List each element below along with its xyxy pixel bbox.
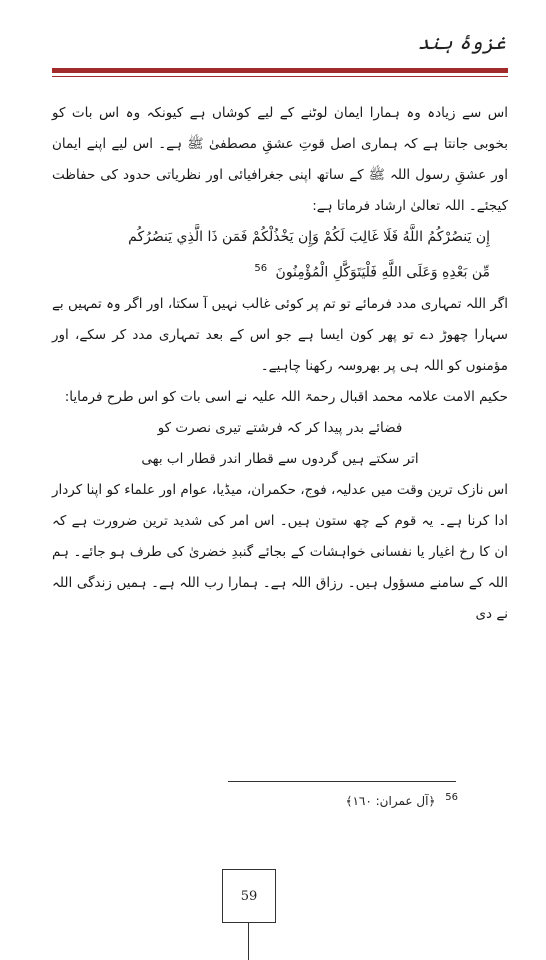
running-header-title: غزوۂ ہند <box>417 30 506 54</box>
footnote-reference: 56 <box>254 263 268 274</box>
body-text <box>52 98 508 630</box>
paragraph-iqbal-intro: حکیم الامت علامہ محمد اقبال رحمۃ اللہ علیہ نے اسی بات کو اس طرح فرمایا: <box>64 388 508 405</box>
header-rule-thick <box>52 68 508 73</box>
paragraph-translation: اگر اللہ تمہاری مدد فرمائے تو تم پر کوئی غالب نہیں آ سکتا، اور اگر وہ تمہیں بے سہارا چھوڑ دے تو پھر کون ایسا ہے جو اس کے بعد تمہاری مدد کر سکے، اور مؤمنوں کو اللہ ہی پر بھروسہ رکھنا چاہیے۔ <box>52 295 508 374</box>
header-rule-thin <box>52 76 508 77</box>
footnote-number: 56 <box>445 792 458 803</box>
footnote-text: ﴿آل عمران: ١٦٠﴾ <box>345 794 436 808</box>
poem-line-1: فضائے بدر پیدا کر کہ فرشتے تیری نصرت کو <box>157 419 403 436</box>
header-rule <box>52 68 508 77</box>
paragraph-intro: اس سے زیادہ وہ ہمارا ایمان لوٹنے کے لیے کوشاں ہے کیونکہ وہ اس بات کو بخوبی جانتا ہے کہ ہماری اصل قوتِ عشقِ مصطفیٰ ﷺ ہے۔ اس لیے اپنے ایمان اور عشقِ رسول اللہ ﷺ کے ساتھ اپنی جغرافیائی اور نظریاتی حدود کی حفاظت کیجئے۔ اللہ تعالیٰ ارشاد فرماتا ہے: <box>52 105 508 214</box>
page-number-box <box>222 869 276 923</box>
footnote-rule <box>228 781 456 782</box>
quran-verse <box>52 222 508 289</box>
verse-line-2-text: مِّن بَعْدِهِ وَعَلَى اللَّهِ فَلْيَتَوَكَّلِ الْمُؤْمِنُونَ <box>275 264 490 281</box>
poem-line-2: اتر سکتے ہیں گردوں سے قطار اندر قطار اب بھی <box>141 450 419 467</box>
verse-line-1: إِن يَنصُرْكُمُ اللَّهُ فَلَا غَالِبَ لَكُمْ وَإِن يَخْذُلْكُمْ فَمَن ذَا الَّذِي يَنصُرُكُم <box>128 229 490 245</box>
footnote <box>345 792 458 808</box>
iqbal-poem <box>52 413 508 475</box>
paragraph-final: اس نازک ترین وقت میں عدلیہ، فوج، حکمران، میڈیا، عوام اور علماء کو اپنا کردار ادا کرنا ہے۔ یہ قوم کے چھ ستون ہیں۔ اس امر کی شدید ترین ضرورت ہے کہ ان کا رخ اغیار یا نفسانی خواہشات کے بجائے گنبدِ خضریٰ کی طرف ہو جائے۔ ہم اللہ کے سامنے مسؤول ہیں۔ رزاق اللہ ہے۔ ہمارا رب اللہ ہے۔ ہمیں زندگی اللہ نے دی <box>52 481 508 622</box>
verse-line-2 <box>52 253 490 289</box>
page-number-stem <box>248 923 249 960</box>
page-number: 59 <box>240 888 258 904</box>
